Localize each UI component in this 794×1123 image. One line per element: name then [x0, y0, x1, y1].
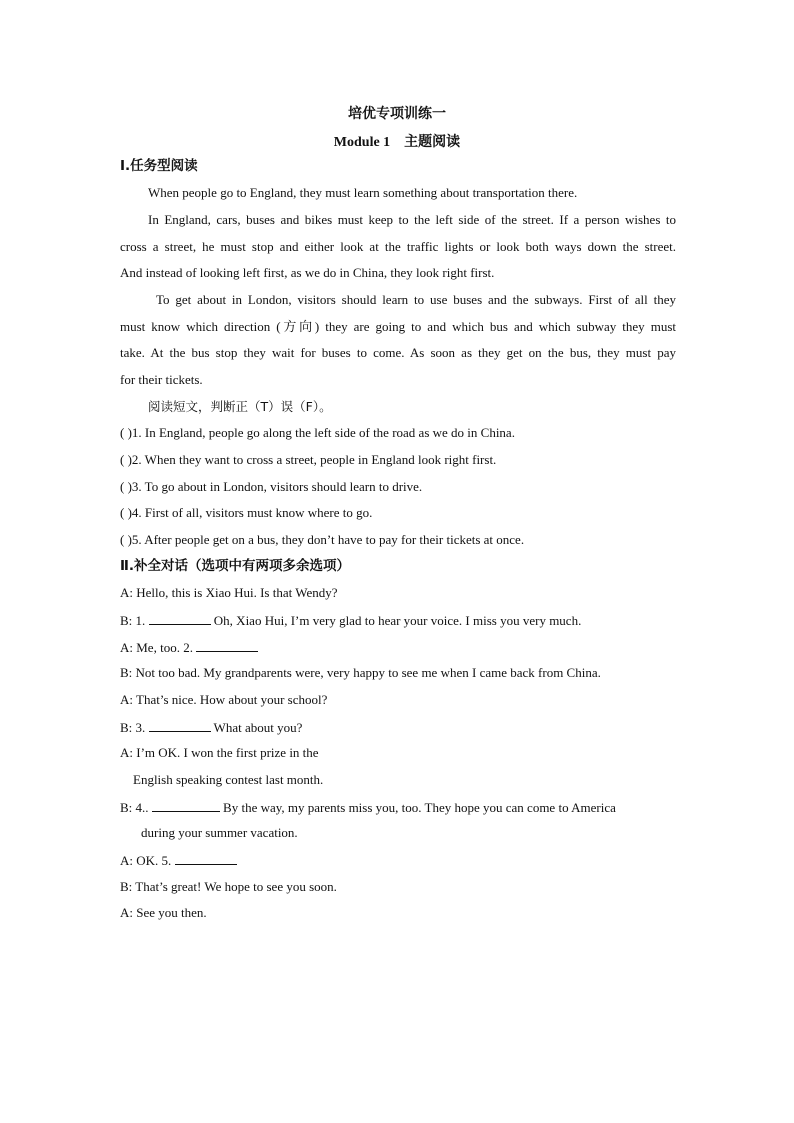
passage-paragraph-2-line-3: And instead of looking left first, as we do in China, they look right first. [120, 265, 495, 280]
dialogue-line-1: A: Hello, this is Xiao Hui. Is that Wendy? [120, 585, 338, 600]
dialogue-line-7: A: I’m OK. I won the first prize in the [120, 745, 319, 760]
passage-paragraph-3-line-3: take. At the bus stop they wait for buses to come. As soon as they get on the bus, they must pay [120, 345, 676, 360]
true-false-question-1: ( )1. In England, people go along the left side of the road as we do in China. [120, 425, 515, 440]
section-1-heading: Ⅰ.任务型阅读 [120, 158, 198, 174]
true-false-question-5: ( )5. After people get on a bus, they don’t have to pay for their tickets at once. [120, 532, 525, 547]
passage-paragraph-3-line-2: must know which direction (方向) they are going to and which bus and which subway they must [120, 319, 676, 334]
answer-blank-4[interactable] [152, 799, 220, 812]
dialogue-line-2-prefix: B: 1. [120, 613, 149, 628]
dialogue-line-5: A: That’s nice. How about your school? [120, 692, 328, 707]
dialogue-line-13: A: See you then. [120, 905, 207, 920]
true-false-question-2: ( )2. When they want to cross a street, people in England look right first. [120, 452, 497, 467]
passage-paragraph-3-line-4: for their tickets. [120, 372, 203, 387]
task-instruction: 阅读短文，判断正（T）误（F）。 [148, 399, 332, 414]
dialogue-line-9 [120, 799, 676, 816]
true-false-question-4: ( )4. First of all, visitors must know where to go. [120, 505, 373, 520]
dialogue-line-10: during your summer vacation. [141, 825, 298, 840]
dialogue-line-12: B: That’s great! We hope to see you soon. [120, 879, 337, 894]
answer-blank-5[interactable] [175, 852, 237, 865]
dialogue-line-9-prefix: B: 4.. [120, 800, 152, 815]
passage-paragraph-3-line-1: To get about in London, visitors should learn to use buses and the subways. First of all they [156, 292, 676, 307]
dialogue-line-3-prefix: A: Me, too. 2. [120, 640, 197, 655]
dialogue-line-6-prefix: B: 3. [120, 720, 149, 735]
passage-paragraph-2-line-1: In England, cars, buses and bikes must keep to the left side of the street. If a person wishes to [148, 212, 676, 227]
passage-paragraph-2-line-2: cross a street, he must stop and either look at the traffic lights or look both ways down the street. [120, 239, 676, 254]
section-2-heading: Ⅱ.补全对话（选项中有两项多余选项） [120, 558, 351, 574]
dialogue-line-6 [120, 719, 676, 736]
dialogue-line-3 [120, 639, 676, 656]
passage-paragraph-1: When people go to England, they must learn something about transportation there. [148, 185, 578, 200]
page-title: 培优专项训练一 [348, 107, 446, 122]
answer-blank-3[interactable] [149, 719, 211, 732]
answer-blank-2[interactable] [196, 639, 258, 652]
dialogue-line-8: English speaking contest last month. [133, 772, 324, 787]
dialogue-line-6-suffix: What about you? [210, 720, 303, 735]
page-subtitle: Module 1 主题阅读 [333, 135, 461, 150]
dialogue-line-11-prefix: A: OK. 5. [120, 853, 175, 868]
dialogue-line-11 [120, 852, 676, 869]
dialogue-line-4: B: Not too bad. My grandparents were, very happy to see me when I came back from China. [120, 665, 601, 680]
dialogue-line-2 [120, 612, 676, 629]
answer-blank-1[interactable] [149, 612, 211, 625]
true-false-question-3: ( )3. To go about in London, visitors should learn to drive. [120, 479, 423, 494]
dialogue-line-2-suffix: Oh, Xiao Hui, I’m very glad to hear your voice. I miss you very much. [210, 613, 582, 628]
dialogue-line-9-suffix: By the way, my parents miss you, too. They hope you can come to America [219, 800, 616, 815]
